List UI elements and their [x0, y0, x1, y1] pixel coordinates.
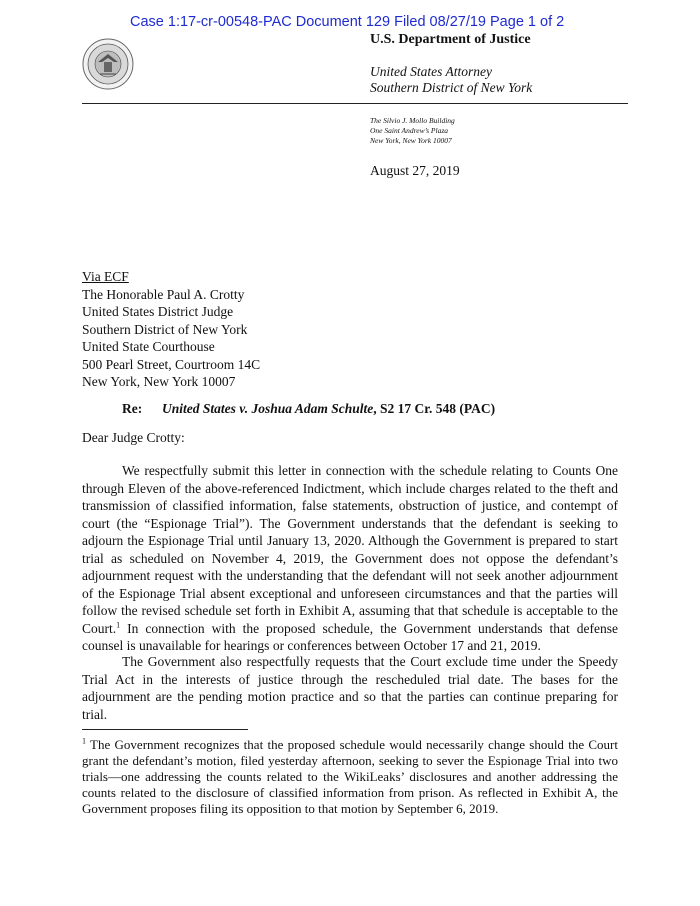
address-line: One Saint Andrew’s Plaza	[370, 126, 448, 135]
paragraph-text: The Government also respectfully requests that the Court exclude time under the Speedy Trial Act in the interests of justice through the rescheduled trial date. The bases for the adjournment are the pending motion practice and so that the parties can continue preparing for trial.	[82, 654, 618, 722]
footnote-number: 1	[82, 736, 86, 746]
agency-name: U.S. Department of Justice	[370, 32, 531, 47]
office-line: Southern District of New York	[370, 80, 533, 95]
paragraph-text: We respectfully submit this letter in connection with the schedule relating to Counts One through Eleven of the above-referenced Indictment, which include charges related to the theft and transmission of classified information, false statements, obstruction of justice, and contempt of court (the “Espionage Trial”). The Government understands that the defendant is seeking to adjourn the Espionage Trial until January 13, 2020. Although the Government is prepared to start trial as scheduled on November 4, 2019, the Government does not oppose the defendant’s adjournment request with the understanding that the defendant will not seek another adjournment of the Espionage Trial absent exceptional and unforeseen circumstances and that the parties will follow the revised schedule set forth in Exhibit A, assuming that that schedule is acceptable to the Court.	[82, 463, 618, 636]
recipient-line: United States District Judge	[82, 304, 234, 319]
office-line: United States Attorney	[370, 64, 492, 79]
doj-seal-icon	[82, 38, 134, 90]
letterhead-divider	[82, 103, 628, 104]
delivery-method: Via ECF	[82, 269, 129, 284]
re-line	[122, 401, 495, 417]
recipient-line: 500 Pearl Street, Courtroom 14C	[82, 356, 261, 372]
body-paragraph	[82, 462, 618, 655]
address-line: New York, New York 10007	[370, 136, 452, 145]
recipient-block	[82, 268, 260, 391]
salutation: Dear Judge Crotty:	[82, 430, 185, 445]
recipient-line: New York, New York 10007	[82, 374, 236, 389]
office-address	[370, 116, 455, 146]
body-paragraph	[82, 653, 618, 723]
case-number: , S2 17 Cr. 548 (PAC)	[373, 401, 496, 416]
re-label: Re:	[122, 401, 143, 416]
address-line: The Silvio J. Mollo Building	[370, 116, 455, 125]
ecf-filing-stamp: Case 1:17-cr-00548-PAC Document 129 Filed 08/27/19 Page 1 of 2	[130, 14, 565, 30]
paragraph-text: In connection with the proposed schedule, the Government understands that defense counsel is unavailable for hearings or conferences between October 17 and 21, 2019.	[82, 620, 618, 653]
recipient-line: United State Courthouse	[82, 339, 215, 354]
case-title: United States v. Joshua Adam Schulte	[162, 401, 374, 416]
footnote	[82, 737, 618, 817]
recipient-line: Southern District of New York	[82, 321, 248, 337]
footnote-text: The Government recognizes that the proposed schedule would necessarily change should the Court grant the defendant’s motion, filed yesterday afternoon, seeking to sever the Espionage Trial into two trials—one addressing the counts related to the WikiLeaks’ disclosures and another addressing the counts related to the disclosure of classified information from prison. As reflected in Exhibit A, the Government proposes filing its opposition to that motion by September 6, 2019.	[82, 737, 618, 816]
recipient-line: The Honorable Paul A. Crotty	[82, 286, 245, 302]
footnote-reference: 1	[116, 620, 121, 629]
footnote-divider	[82, 729, 248, 730]
office-block	[370, 64, 532, 96]
letter-date: August 27, 2019	[370, 163, 460, 178]
